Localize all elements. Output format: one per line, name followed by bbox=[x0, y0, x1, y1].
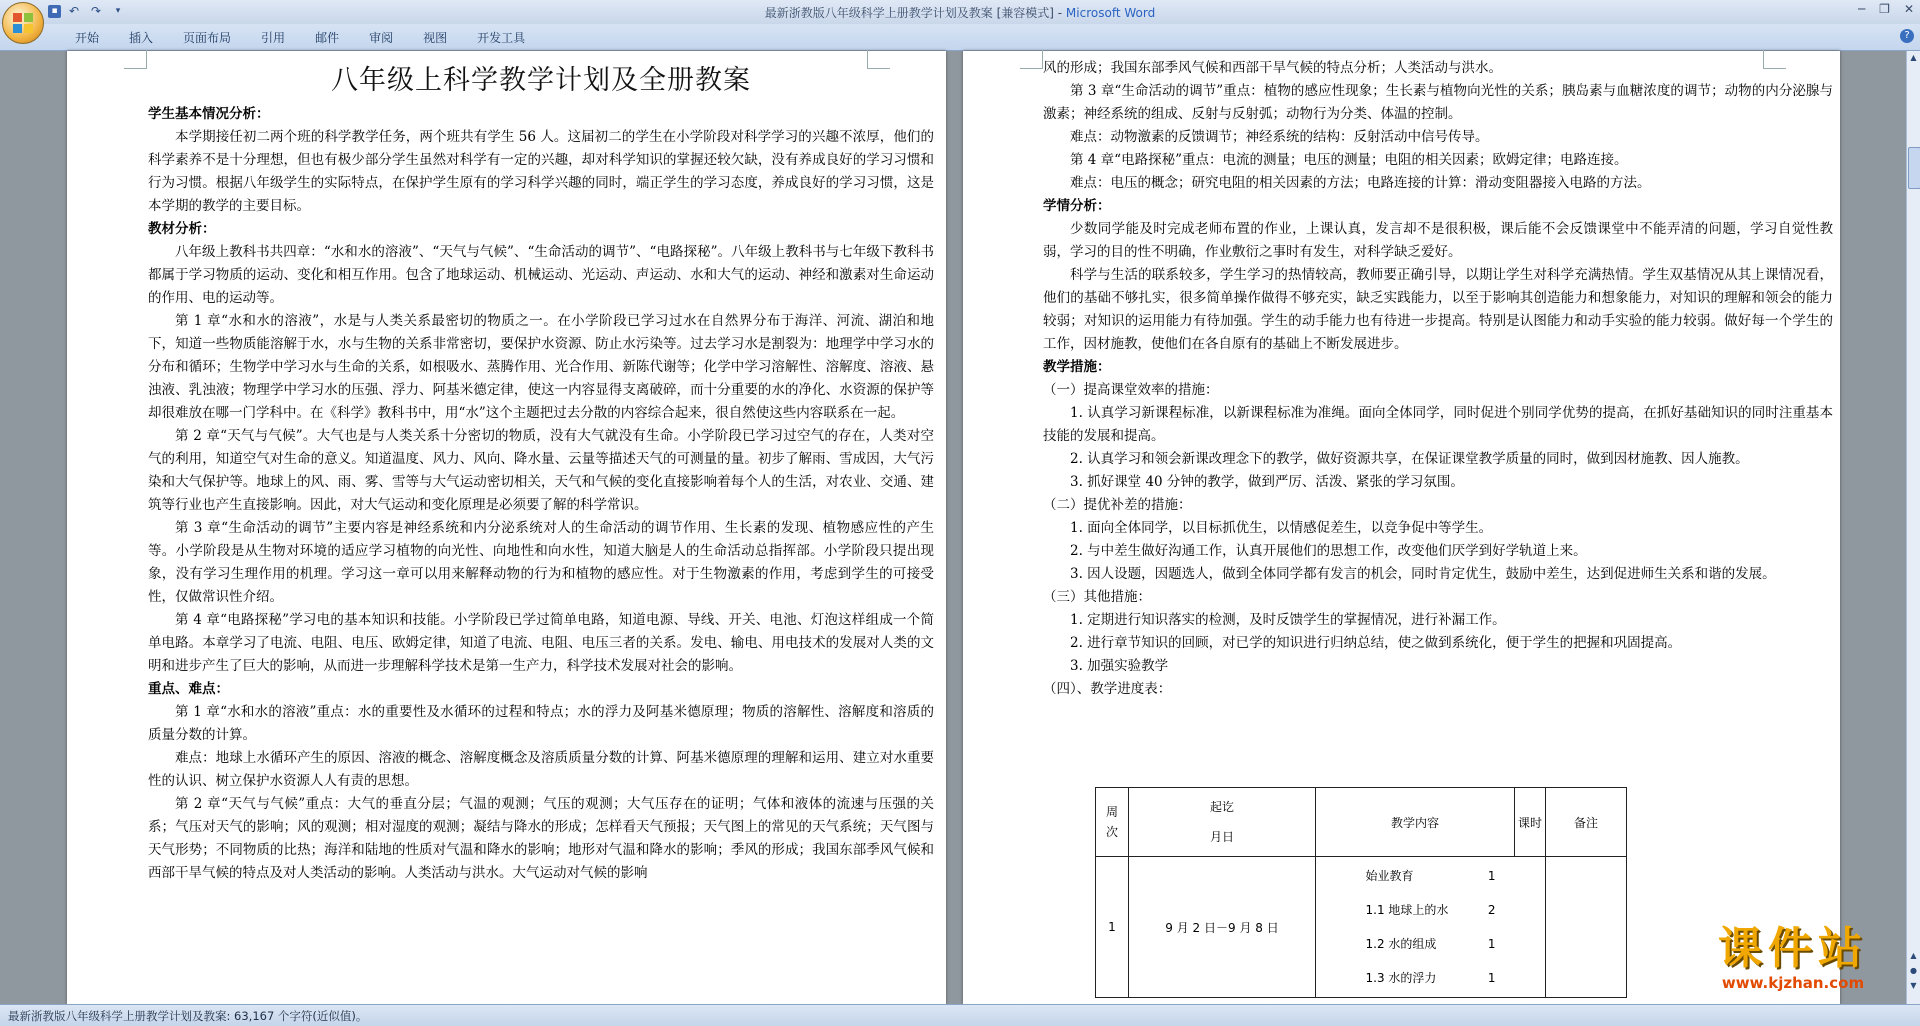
status-bar bbox=[0, 1004, 1920, 1026]
window-title-doc: 最新浙教版八年级科学上册教学计划及教案 [兼容模式] - bbox=[764, 6, 1066, 20]
maximize-icon[interactable]: ❐ bbox=[1879, 2, 1890, 16]
close-icon[interactable]: ✕ bbox=[1903, 2, 1914, 16]
paragraph: 第 1 章“水和水的溶液”重点：水的重要性及水循环的过程和特点；水的浮力及阿基米德原理；物质的溶解性、溶解度和溶质的质量分数的计算。 bbox=[148, 704, 934, 743]
ribbon-tab[interactable]: 引用 bbox=[261, 31, 286, 45]
window-title-app: Microsoft Word bbox=[1065, 6, 1156, 20]
row-week: 1 bbox=[1096, 857, 1129, 998]
browse-object-icon[interactable]: ● bbox=[1910, 966, 1917, 975]
page-2-body bbox=[1043, 57, 1833, 701]
paragraph: 八年级上教科书共四章：“水和水的溶液”、“天气与气候”、“生命活动的调节”、“电路探秘”。八年级上教科书与七年级下教科书都属于学习物质的运动、变化和相互作用。包含了地球运动、机械运动、光运动、声运动、水和大气的运动、神经和激素对生命运动的作用、电的运动等。 bbox=[148, 244, 934, 306]
prev-page-icon[interactable]: ▲ bbox=[1910, 951, 1917, 960]
ribbon-tab[interactable]: 邮件 bbox=[315, 31, 340, 45]
lesson-name: 始业教育 bbox=[1365, 869, 1414, 883]
undo-icon[interactable]: ↶ bbox=[68, 4, 80, 18]
document-workspace bbox=[0, 51, 1920, 1004]
watermark-text: 课件站 bbox=[1718, 923, 1868, 974]
paragraph: 2. 认真学习和领会新课改理念下的教学，做好资源共享，在保证课堂教学质量的同时，做到因材施教、因人施教。 bbox=[1070, 451, 1749, 467]
paragraph: 本学期接任初二两个班的科学教学任务，两个班共有学生 56 人。这届初二的学生在小学阶段对科学学习的兴趣不浓厚，他们的科学素养不是十分理想，但也有极少部分学生虽然对科学有一定的兴趣，却对科学知识的掌握还较欠缺，没有养成良好的学习习惯和行为习惯。根据八年级学生的实际特点，在保护学生原有的学习科学兴趣的同时，端正学生的学习态度，养成良好的学习习惯，这是本学期的教学的主要目标。 bbox=[148, 129, 934, 214]
lesson-item bbox=[1366, 961, 1496, 995]
paragraph: 风的形成；我国东部季风气候和西部干旱气候的特点分析；人类活动与洪水。 bbox=[1043, 60, 1502, 76]
table-header-row bbox=[1096, 788, 1627, 857]
paragraph: 1. 认真学习新课程标准，以新课程标准为准绳。面向全体同学，同时促进个别同学优势的提高，在抓好基础知识的同时注重基本技能的发展和提高。 bbox=[1043, 405, 1833, 444]
status-text: 最新浙教版八年级科学上册教学计划及教案: 63,167 个字符(近似值)。 bbox=[8, 1009, 368, 1023]
page-1-text bbox=[148, 103, 934, 885]
ribbon-tabs bbox=[60, 29, 540, 46]
paragraph: 3. 因人设题，因题选人，做到全体同学都有发言的机会，同时肯定优生，鼓励中差生，达到促进师生关系和谐的发展。 bbox=[1070, 566, 1776, 582]
scroll-up-icon[interactable]: ▲ bbox=[1910, 53, 1917, 62]
paragraph: 第 1 章“水和水的溶液”，水是与人类关系最密切的物质之一。在小学阶段已学习过水在自然界分布于海洋、河流、湖泊和地下，知道一些物质能溶解于水，水与生物的关系非常密切，要保护水资源、防止水污染等。过去学习水是割裂为：地理学中学习水的分布和循环；生物学中学习水与生命的关系，如根吸水、蒸腾作用、光合作用、新陈代谢等；化学中学习溶解性、溶解度、溶液、悬浊液、乳浊液；物理学中学习水的压强、浮力、阿基米德定律，使这一内容显得支离破碎，而十分重要的水的净化、水资源的保护等却很难放在哪一门学科中。在《科学》教科书中，用“水”这个主题把过去分散的内容综合起来，很自然使这些内容联系在一起。 bbox=[148, 313, 934, 421]
document-title: 八年级上科学教学计划及全册教案 bbox=[331, 65, 751, 96]
document-page-2[interactable] bbox=[963, 51, 1840, 1004]
header-week bbox=[1096, 788, 1129, 857]
title-bar bbox=[0, 0, 1920, 24]
section-heading: 教学措施： bbox=[1043, 359, 1111, 375]
paragraph: 第 4 章“电路探秘”重点：电流的测量；电压的测量；电阻的相关因素；欧姆定律；电路连接。 bbox=[1070, 152, 1628, 168]
ribbon-tab[interactable]: 页面布局 bbox=[183, 31, 232, 45]
schedule-table bbox=[1095, 787, 1627, 998]
ribbon-tab-bar bbox=[0, 24, 1920, 51]
lesson-hours: 2 bbox=[1487, 903, 1496, 917]
crop-mark bbox=[124, 50, 147, 69]
ribbon-tab[interactable]: 审阅 bbox=[369, 31, 394, 45]
office-logo-icon bbox=[13, 13, 33, 33]
section-heading: 重点、难点： bbox=[148, 681, 229, 697]
lesson-name: 1.3 水的浮力 bbox=[1365, 971, 1437, 985]
lesson-item bbox=[1366, 927, 1496, 961]
page-1-body bbox=[148, 53, 934, 885]
paragraph: 1. 定期进行知识落实的检测，及时反馈学生的掌握情况，进行补漏工作。 bbox=[1070, 612, 1506, 628]
lesson-hours: 1 bbox=[1487, 937, 1496, 951]
lesson-name: 1.1 地球上的水 bbox=[1365, 903, 1449, 917]
ribbon-tab[interactable]: 视图 bbox=[423, 31, 448, 45]
table-row bbox=[1096, 857, 1627, 998]
paragraph: 第 3 章“生命活动的调节”主要内容是神经系统和内分泌系统对人的生命活动的调节作用、生长素的发现、植物感应性的产生等。小学阶段是从生物对环境的适应学习植物的向光性、向地性和向水性，知道大脑是人的生命活动总指挥部。小学阶段只提出现象，没有学习生理作用的机理。学习这一章可以用来解释动物的行为和植物的感应性。对于生物激素的作用，考虑到学生的可接受性，仅做常识性介绍。 bbox=[148, 520, 934, 605]
paragraph: （一）提高课堂效率的措施： bbox=[1043, 382, 1219, 398]
paragraph: 3. 加强实验教学 bbox=[1070, 658, 1169, 674]
section-heading: 教材分析： bbox=[148, 221, 216, 237]
window-title bbox=[0, 4, 1920, 21]
minimize-icon[interactable]: ─ bbox=[1857, 2, 1866, 16]
paragraph: （二）提优补差的措施： bbox=[1043, 497, 1192, 513]
row-date: 9 月 2 日－9 月 8 日 bbox=[1129, 857, 1316, 998]
paragraph: 难点：电压的概念；研究电阻的相关因素的方法；电路连接的计算：滑动变阻器接入电路的方法。 bbox=[1070, 175, 1651, 191]
paragraph: 难点：动物激素的反馈调节；神经系统的结构：反射活动中信号传导。 bbox=[1070, 129, 1489, 145]
section-heading: 学情分析： bbox=[1043, 198, 1111, 214]
vertical-scrollbar[interactable] bbox=[1906, 51, 1920, 1004]
customize-qat-icon[interactable]: ▾ bbox=[115, 6, 121, 16]
lesson-name: 1.2 水的组成 bbox=[1365, 937, 1437, 951]
lesson-item bbox=[1366, 859, 1496, 893]
paragraph: 少数同学能及时完成老师布置的作业，上课认真，发言却不是很积极，课后能不会反馈课堂中不能弄清的问题，学习自觉性教弱，学习的目的性不明确，作业敷衍之事时有发生，对科学缺乏爱好。 bbox=[1043, 221, 1833, 260]
row-lessons bbox=[1316, 857, 1546, 998]
help-icon[interactable]: ? bbox=[1900, 29, 1914, 43]
paragraph: 2. 进行章节知识的回顾，对已学的知识进行归纳总结，使之做到系统化，便于学生的把握和巩固提高。 bbox=[1070, 635, 1682, 651]
header-date bbox=[1129, 788, 1316, 857]
scroll-thumb[interactable] bbox=[1908, 147, 1920, 189]
lesson-item bbox=[1366, 893, 1496, 927]
header-hours: 课时 bbox=[1515, 788, 1546, 857]
header-notes: 备注 bbox=[1546, 788, 1627, 857]
lesson-hours: 1 bbox=[1487, 971, 1496, 985]
header-week-text: 周次 bbox=[1105, 805, 1118, 839]
paragraph: （三）其他措施： bbox=[1043, 589, 1151, 605]
paragraph: 第 4 章“电路探秘”学习电的基本知识和技能。小学阶段已学过简单电路，知道电源、导线、开关、电池、灯泡这样组成一个简单电路。本章学习了电流、电阻、电压、欧姆定律，知道了电流、电阻、电压三者的关系。发电、输电、用电技术的发展对人类的文明和进步产生了巨大的影响，从而进一步理解科学技术是第一生产力，科学技术发展对社会的影响。 bbox=[148, 612, 934, 674]
paragraph: 难点：地球上水循环产生的原因、溶液的概念、溶解度概念及溶质质量分数的计算、阿基米德原理的理解和运用、建立对水重要性的认识、树立保护水资源人人有责的思想。 bbox=[148, 750, 934, 789]
next-page-icon[interactable]: ▼ bbox=[1910, 981, 1917, 990]
paragraph: 科学与生活的联系较多，学生学习的热情较高，教师要正确引导，以期让学生对科学充满热情。学生双基情况从其上课情况看，他们的基础不够扎实，很多简单操作做得不够充实，缺乏实践能力，以至于影响其创造能力和想象能力，对知识的理解和领会的能力较弱；对知识的运用能力有待加强。学生的动手能力也有待进一步提高。特别是认图能力和动手实验的能力较弱。做好每一个学生的工作，因材施教，使他们在各自原有的基础上不断发展进步。 bbox=[1043, 267, 1833, 352]
ribbon-tab[interactable]: 插入 bbox=[129, 31, 154, 45]
watermark-logo bbox=[1668, 924, 1918, 992]
ribbon-tab[interactable]: 开始 bbox=[75, 31, 100, 45]
header-date-bottom: 月日 bbox=[1209, 830, 1234, 844]
lesson-list bbox=[1316, 859, 1545, 995]
paragraph: 2. 与中差生做好沟通工作，认真开展他们的思想工作，改变他们厌学到好学轨道上来。 bbox=[1070, 543, 1587, 559]
redo-icon[interactable]: ↷ bbox=[90, 4, 102, 18]
paragraph: 1. 面向全体同学，以目标抓优生，以情感促差生，以竞争促中等学生。 bbox=[1070, 520, 1493, 536]
ribbon-tab[interactable]: 开发工具 bbox=[477, 31, 526, 45]
paragraph: 第 3 章“生命活动的调节”重点：植物的感应性现象；生长素与植物向光性的关系；胰岛素与血糖浓度的调节；动物的内分泌腺与激素；神经系统的组成、反射与反射弧；动物行为分类、体温的控制。 bbox=[1043, 83, 1833, 122]
paragraph: 3. 抓好课堂 40 分钟的教学，做到严厉、活泼、紧张的学习氛围。 bbox=[1070, 474, 1464, 490]
save-icon[interactable]: ▪ bbox=[48, 5, 61, 18]
office-button[interactable] bbox=[2, 2, 44, 44]
section-heading: 学生基本情况分析： bbox=[148, 106, 270, 122]
header-date-top: 起讫 bbox=[1209, 800, 1234, 814]
watermark-url: www.kjzhan.com bbox=[1721, 974, 1865, 992]
paragraph: （四）、教学进度表： bbox=[1043, 681, 1172, 697]
row-notes bbox=[1546, 857, 1627, 998]
lesson-hours: 1 bbox=[1487, 869, 1496, 883]
header-content: 教学内容 bbox=[1316, 788, 1515, 857]
page-2-text bbox=[1043, 57, 1833, 701]
paragraph: 第 2 章“天气与气候”重点：大气的垂直分层；气温的观测；气压的观测；大气压存在的证明；气体和液体的流速与压强的关系；气压对天气的影响；风的观测；相对湿度的观测；凝结与降水的形成；怎样看天气预报；天气图上的常见的天气系统；天气图与天气形势；不同物质的比热；海洋和陆地的性质对气温和降水的影响；地形对气温和降水的影响；季风的形成；我国东部季风气候和西部干旱气候的特点及对人类活动的影响。人类活动与洪水。大气运动对气候的影响 bbox=[148, 796, 934, 881]
paragraph: 第 2 章“天气与气候”。大气也是与人类关系十分密切的物质，没有大气就没有生命。小学阶段已学习过空气的存在，人类对空气的利用，知道空气对生命的意义。知道温度、风力、风向、降水量、云量等描述天气的可测量的量。初步了解雨、雪成因，大气污染和大气保护等。地球上的风、雨、雾、雪等与大气运动密切相关，天气和气候的变化直接影响着每个人的生活，对农业、交通、建筑等行业也产生直接影响。因此，对大气运动和变化原理是必须要了解的科学常识。 bbox=[148, 428, 934, 513]
crop-mark bbox=[1020, 50, 1043, 69]
document-page-1[interactable] bbox=[67, 51, 946, 1004]
